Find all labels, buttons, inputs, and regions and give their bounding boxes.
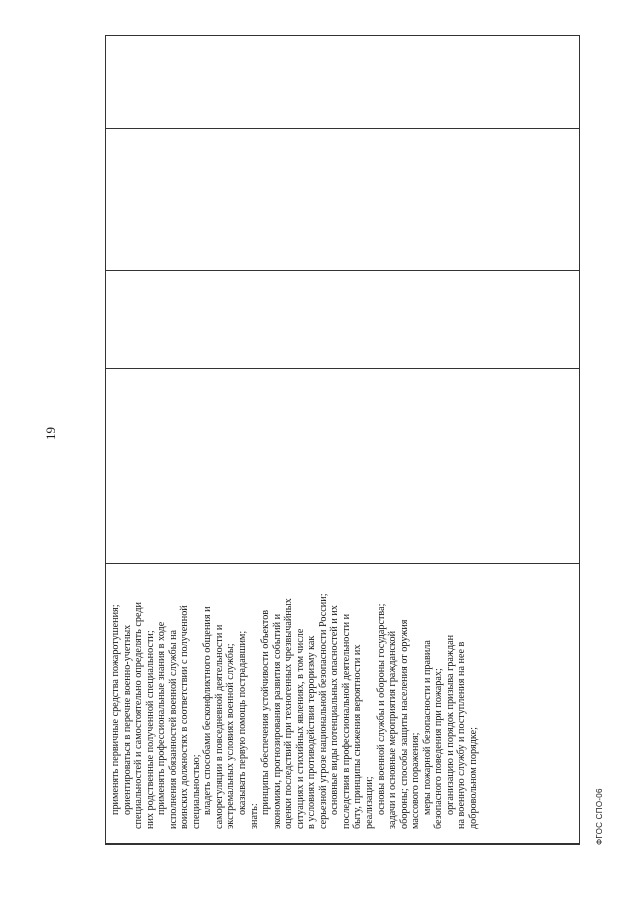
text-line: организацию и порядок призыва граждан [444,634,456,815]
table-cell-competencies [106,564,579,844]
text-line: оказывать первую помощь пострадавшим; [237,630,249,815]
text-line: ориентироваться в перечне военно-учетных [121,624,133,815]
table-cell-empty-4 [106,34,579,129]
text-line: последствия в профессиональной деятельности и [340,613,352,829]
text-line: оценки последствий при техногенных чрезвычайных [283,598,295,829]
text-line: них родственные полученной специальности; [144,630,156,829]
text-line: на военную службу и поступления на нее в [456,641,468,829]
footer-code: ФГОС СПО-06 [595,788,604,845]
text-line: специальностей и самостоятельно определять среди [133,601,145,829]
text-line: безопасного поведения при пожарах; [433,668,445,829]
text-line: основы военной службы и обороны государства; [375,603,387,815]
text-line: добровольном порядке; [467,727,479,829]
text-line: быту, принципы снижения вероятности их [352,644,364,829]
table [105,35,580,845]
text-line: в условиях противодействия терроризму как [306,635,318,829]
text-line: специальностью; [190,754,202,829]
text-line: знать: [248,803,260,829]
text-line: ситуациях и стихийных явлениях, в том числе [294,628,306,829]
text-line: принципы обеспечения устойчивости объектов [260,609,272,815]
text-line: воинских должностях в соответствии с полученной [179,605,191,829]
table-cell-empty-1 [106,369,579,564]
text-line: реализации; [364,776,376,829]
text-line: саморегуляции в повседневной деятельности и [213,624,225,829]
cell-text [110,561,480,829]
text-line: экстремальных условиях военной службы; [225,643,237,829]
rotated-page [43,35,604,845]
text-line: владеть способами бесконфликтного общения и [202,606,214,815]
text-line: применять профессиональные знания в ходе [156,621,168,815]
text-line: экономики, прогнозирования развития событий и [271,613,283,829]
table-cell-empty-3 [106,129,579,271]
text-line: основные виды потенциальных опасностей и их [329,605,341,815]
table-cell-empty-2 [106,271,579,369]
text-line: серьезной угрозе национальной безопасности России; [317,593,329,829]
text-line: применять первичные средства пожаротушения; [110,604,121,815]
text-line: исполнения обязанностей военной службы на [167,629,179,829]
text-line: меры пожарной безопасности и правила [421,640,433,815]
text-line: задачи и основные мероприятия гражданской [387,630,399,829]
text-line: обороны; способы защиты населения от оружия [398,619,410,829]
page-number: 19 [43,427,58,440]
text-line: массового поражения; [410,732,422,829]
